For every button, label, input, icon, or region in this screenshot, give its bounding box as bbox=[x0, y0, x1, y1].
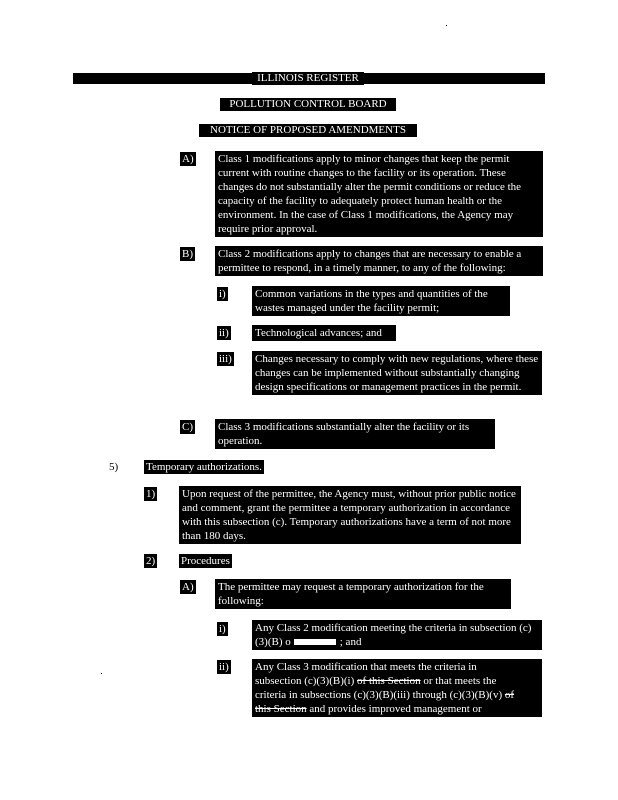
board-title: POLLUTION CONTROL BOARD bbox=[220, 98, 396, 111]
item-a-marker: A) bbox=[182, 153, 194, 165]
p2-a-marker: A) bbox=[182, 581, 194, 593]
notice-title: NOTICE OF PROPOSED AMENDMENTS bbox=[199, 124, 417, 137]
p1-text: Upon request of the permittee, the Agency must, without prior public notice and comment, grant the permittee a temporary authorization in accordance with this subsection (c). Temporary authorizations have a term of not more than 180 days. bbox=[179, 486, 521, 544]
section-5-title: Temporary authorizations. bbox=[146, 461, 262, 473]
redaction-mark bbox=[294, 639, 336, 645]
p2-a-ii-line4-strike: this Section bbox=[255, 703, 307, 715]
section-5-marker: 5) bbox=[109, 461, 119, 473]
p2-a-ii-line4-b: and provides improved management or bbox=[306, 703, 482, 715]
p2-a-ii-line3-a: criteria in subsections (c)(3)(B)(iii) through (c)(3)(B)(v) bbox=[255, 689, 505, 701]
item-b-i-marker: i) bbox=[219, 288, 226, 300]
p2-a-text: The permittee may request a temporary authorization for the following: bbox=[215, 579, 511, 609]
item-c-marker: C) bbox=[182, 421, 193, 433]
item-b-marker: B) bbox=[182, 248, 193, 260]
p2-marker: 2) bbox=[146, 555, 156, 567]
p2-a-i-text-a: Any Class 2 modification meeting the criteria in subsection (c)(3)(B) o bbox=[255, 622, 532, 648]
scan-speck bbox=[101, 673, 102, 674]
item-b-text: Class 2 modifications apply to changes that are necessary to enable a permittee to respond, in a timely manner, to any of the following: bbox=[215, 246, 543, 276]
p1-marker: 1) bbox=[146, 488, 156, 500]
p2-a-i-text bbox=[252, 620, 542, 650]
p2-a-i-text-b: ; and bbox=[339, 636, 362, 648]
p2-a-i-marker: i) bbox=[219, 623, 226, 635]
item-b-ii-marker: ii) bbox=[219, 327, 229, 339]
p2-a-ii-line2-b: or that meets the bbox=[420, 675, 497, 687]
p2-a-ii-line2-strike: of this Section bbox=[357, 675, 421, 687]
item-c-text: Class 3 modifications substantially alter the facility or its operation. bbox=[215, 419, 495, 449]
item-b-ii-text: Technological advances; and bbox=[252, 325, 396, 341]
item-a-text: Class 1 modifications apply to minor changes that keep the permit current with routine changes to the facility or its operation. These changes do not substantially alter the permit conditions or reduce the capacity of the facility to adequately protect human health or the environment. In the case of Class 1 modifications, the Agency may require prior approval. bbox=[215, 151, 543, 237]
p2-a-ii-line3-strike: of bbox=[504, 689, 515, 701]
register-title: ILLINOIS REGISTER bbox=[252, 72, 364, 85]
p2-a-ii-line4 bbox=[255, 702, 539, 716]
item-b-i-text: Common variations in the types and quantities of the wastes managed under the facility permit; bbox=[252, 286, 510, 316]
p2-a-ii-line2-a: subsection (c)(3)(B)(i) bbox=[255, 675, 358, 687]
item-b-iii-marker: iii) bbox=[219, 353, 232, 365]
item-b-iii-text: Changes necessary to comply with new regulations, where these changes can be implemented without substantially changing design specifications or management practices in the permit. bbox=[252, 351, 542, 395]
p2-title: Procedures bbox=[181, 555, 230, 567]
scan-speck bbox=[446, 25, 447, 26]
p2-a-ii-line3 bbox=[255, 688, 539, 702]
p2-a-ii-line2 bbox=[255, 674, 539, 688]
p2-a-ii-text bbox=[252, 659, 542, 717]
p2-a-ii-line1: Any Class 3 modification that meets the criteria in bbox=[255, 661, 477, 673]
p2-a-ii-marker: ii) bbox=[219, 661, 229, 673]
